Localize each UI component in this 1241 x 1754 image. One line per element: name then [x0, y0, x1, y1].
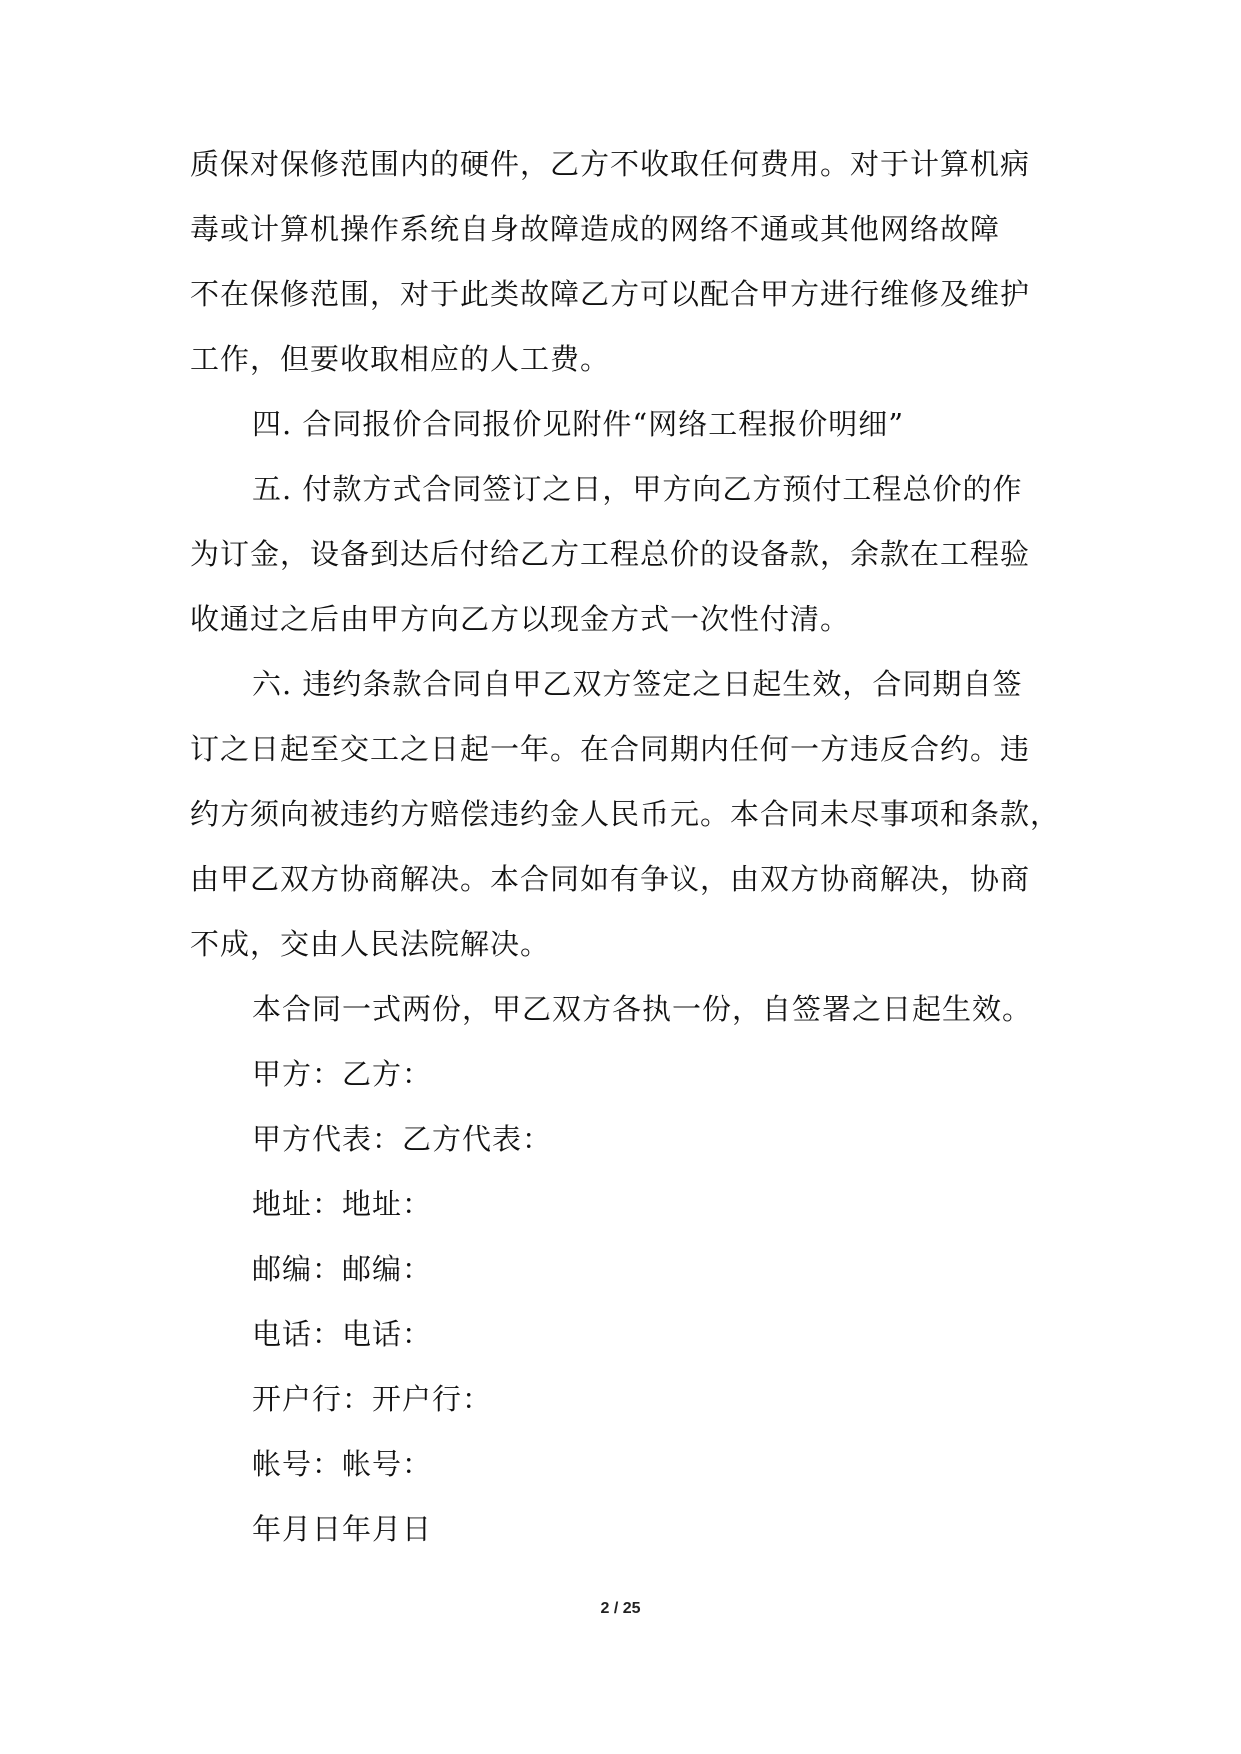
- paragraph-line: 质保对保修范围内的硬件，乙方不收取任何费用。对于计算机病: [190, 147, 1031, 181]
- warranty-paragraph: [190, 132, 1052, 392]
- signature-field-party: 甲方：乙方：: [252, 1057, 433, 1091]
- signature-field-phone: 电话：电话：: [252, 1317, 433, 1351]
- copies-statement: [190, 977, 1052, 1042]
- paragraph-line: 四. 合同报价合同报价见附件“网络工程报价明细”: [252, 407, 905, 441]
- paragraph-line: 毒或计算机操作系统自身故障造成的网络不通或其他网络故障: [190, 212, 1001, 246]
- section-4-quotation: [190, 392, 1052, 457]
- paragraph-line: 订之日起至交工之日起一年。在合同期内任何一方违反合约。违: [190, 732, 1031, 766]
- signature-field-date: 年月日年月日: [252, 1512, 433, 1546]
- document-body: [190, 132, 1061, 1562]
- signature-field-address: 地址：地址：: [252, 1187, 433, 1221]
- paragraph-line: 工作，但要收取相应的人工费。: [190, 342, 611, 376]
- section-5-payment: [190, 457, 1052, 652]
- signature-field-postcode: 邮编：邮编：: [252, 1252, 433, 1286]
- paragraph-line: 为订金，设备到达后付给乙方工程总价的设备款，余款在工程验: [190, 537, 1031, 571]
- signature-field-account: 帐号：帐号：: [252, 1447, 433, 1481]
- paragraph-line: 六. 违约条款合同自甲乙双方签定之日起生效，合同期自签: [252, 667, 1023, 701]
- paragraph-line: 五. 付款方式合同签订之日，甲方向乙方预付工程总价的作: [252, 472, 1023, 506]
- signature-fields: [190, 1042, 1052, 1562]
- paragraph-line: 约方须向被违约方赔偿违约金人民币元。本合同未尽事项和条款，: [190, 797, 1061, 831]
- page-number: 2 / 25: [600, 1600, 641, 1617]
- paragraph-line: 收通过之后由甲方向乙方以现金方式一次性付清。: [190, 602, 851, 636]
- paragraph-line: 不成，交由人民法院解决。: [190, 927, 551, 961]
- paragraph-line: 由甲乙双方协商解决。本合同如有争议，由双方协商解决，协商: [190, 862, 1031, 896]
- signature-field-representative: 甲方代表：乙方代表：: [252, 1122, 553, 1156]
- section-6-breach: [190, 652, 1061, 977]
- paragraph-line: 本合同一式两份，甲乙双方各执一份，自签署之日起生效。: [252, 992, 1033, 1026]
- paragraph-line: 不在保修范围，对于此类故障乙方可以配合甲方进行维修及维护: [190, 277, 1031, 311]
- signature-field-bank: 开户行：开户行：: [252, 1382, 493, 1416]
